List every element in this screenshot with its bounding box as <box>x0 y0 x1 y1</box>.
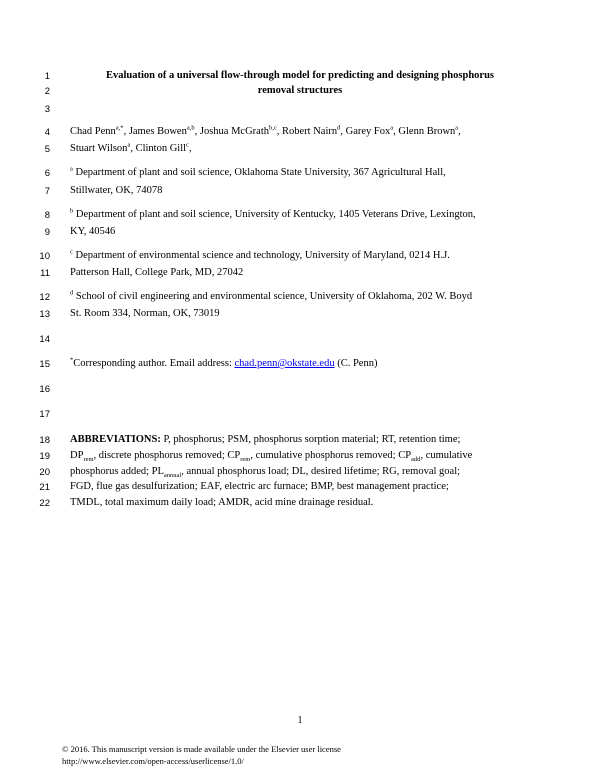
abbreviations-line-1 <box>70 434 460 445</box>
line-number: 1 <box>44 71 50 82</box>
line-number: 4 <box>44 127 50 138</box>
author-affiliation-mark: a,b <box>186 124 195 132</box>
abbreviations-line-3 <box>70 466 461 480</box>
abbr-text: , discrete phosphorus removed; CP <box>93 450 241 461</box>
paper-title-line-1: Evaluation of a universal flow-through model for predicting and designing phosphorus <box>106 70 494 81</box>
affiliation-b-cont: KY, 40546 <box>70 226 116 237</box>
author-affiliation-mark: d <box>337 124 341 132</box>
line-number: 5 <box>44 144 50 155</box>
corresponding-author <box>70 358 377 369</box>
author-affiliation-mark: a,* <box>115 124 124 132</box>
line-number: 21 <box>39 482 50 493</box>
license-footer-line-1: © 2016. This manuscript version is made available under the Elsevier user license <box>62 744 341 754</box>
author-name: Robert Nairn <box>282 126 338 137</box>
abbr-text: , cumulative phosphorus removed; CP <box>250 450 412 461</box>
line-number: 2 <box>44 86 50 97</box>
abbreviations-line-5: TMDL, total maximum daily load; AMDR, acid mine drainage residual. <box>70 497 374 508</box>
author-affiliation-mark: a <box>455 124 459 132</box>
affiliation-c <box>70 250 450 261</box>
author-name: Garey Fox <box>345 126 391 137</box>
line-number: 11 <box>40 268 50 279</box>
affiliation-d-cont: St. Room 334, Norman, OK, 73019 <box>70 308 220 319</box>
abbr-subscript: rem <box>83 456 94 464</box>
affiliation-text: Department of plant and soil science, University of Kentucky, 1405 Veterans Drive, Lexington, <box>75 209 476 220</box>
line-number: 22 <box>39 498 50 509</box>
abbr-subscript: rem <box>240 456 251 464</box>
email-link[interactable]: chad.penn@okstate.edu <box>234 358 335 369</box>
line-number: 19 <box>39 451 50 462</box>
affiliation-text: School of civil engineering and environmental science, University of Oklahoma, 202 W. Boyd <box>75 291 473 302</box>
line-number: 3 <box>44 104 50 115</box>
author-name: Stuart Wilson <box>70 143 128 154</box>
line-number: 14 <box>39 334 50 345</box>
abbreviations-line-2 <box>70 450 473 464</box>
affiliation-mark: a <box>70 165 73 173</box>
affiliation-text: Department of plant and soil science, Oklahoma State University, 367 Agricultural Hall, <box>75 167 446 178</box>
corresponding-mark: * <box>70 356 74 364</box>
author-name: Clinton Gill <box>135 143 187 154</box>
affiliation-mark: c <box>70 248 73 256</box>
line-number: 6 <box>44 168 50 179</box>
affiliation-b <box>70 209 476 220</box>
author-list-cont: Stuart Wilson$^a$, Clinton Gill$^c$, <box>70 141 192 154</box>
author-name: Chad Penn <box>70 126 116 137</box>
page-number: 1 <box>297 715 303 726</box>
affiliation-text: Department of environmental science and technology, University of Maryland, 0214 H.J. <box>75 250 450 261</box>
affiliation-a-cont: Stillwater, OK, 74078 <box>70 185 163 196</box>
paper-title-line-2: removal structures <box>257 85 343 96</box>
abbr-text: phosphorus added; PL <box>70 466 164 477</box>
line-number: 16 <box>39 384 50 395</box>
abbr-subscript: annual <box>163 472 182 480</box>
line-number: 17 <box>39 409 50 420</box>
line-number: 13 <box>39 309 50 320</box>
author-name: James Bowen <box>128 126 187 137</box>
line-number: 15 <box>39 359 50 370</box>
abbr-subscript: add <box>411 456 421 464</box>
abbr-text: , annual phosphorus load; DL, desired lifetime; RG, removal goal; <box>181 466 461 477</box>
abbreviations-line-4: FGD, flue gas desulfurization; EAF, electric arc furnace; BMP, best management practice; <box>70 481 449 492</box>
author-list: Chad Penn$^{a,*}$, James Bowen$^{a,b}$, Joshua McGrath$^{b,c}$, Robert Nairn$^d$, Garey Fox$^a$, Glenn Brown$^a$, <box>70 124 461 137</box>
author-affiliation-mark: a <box>390 124 394 132</box>
abbreviations-heading: ABBREVIATIONS: <box>70 434 161 445</box>
line-number: 20 <box>39 467 50 478</box>
author-affiliation-mark: a <box>127 141 131 149</box>
license-footer-line-2[interactable]: http://www.elsevier.com/open-access/userlicense/1.0/ <box>62 756 244 766</box>
abbr-text: , cumulative <box>420 450 473 461</box>
corresponding-prefix: Corresponding author. Email address: <box>73 358 235 369</box>
abbreviations-text: P, phosphorus; PSM, phosphorus sorption material; RT, retention time; <box>160 434 461 445</box>
line-number: 9 <box>44 227 50 238</box>
line-number: 12 <box>39 292 50 303</box>
author-affiliation-mark: b,c <box>269 124 277 132</box>
affiliation-mark: b <box>70 207 74 215</box>
affiliation-mark: d <box>70 289 74 297</box>
abbr-text: DP <box>70 450 84 461</box>
affiliation-d <box>70 291 472 302</box>
affiliation-a <box>70 167 446 178</box>
author-name: Joshua McGrath <box>199 126 269 137</box>
author-affiliation-mark: c <box>186 141 189 149</box>
line-number: 10 <box>39 251 50 262</box>
corresponding-suffix: (C. Penn) <box>334 358 378 369</box>
line-number: 18 <box>39 435 50 446</box>
line-number: 8 <box>44 210 50 221</box>
line-number: 7 <box>44 186 50 197</box>
affiliation-c-cont: Patterson Hall, College Park, MD, 27042 <box>70 267 244 278</box>
author-name: Glenn Brown <box>398 126 456 137</box>
